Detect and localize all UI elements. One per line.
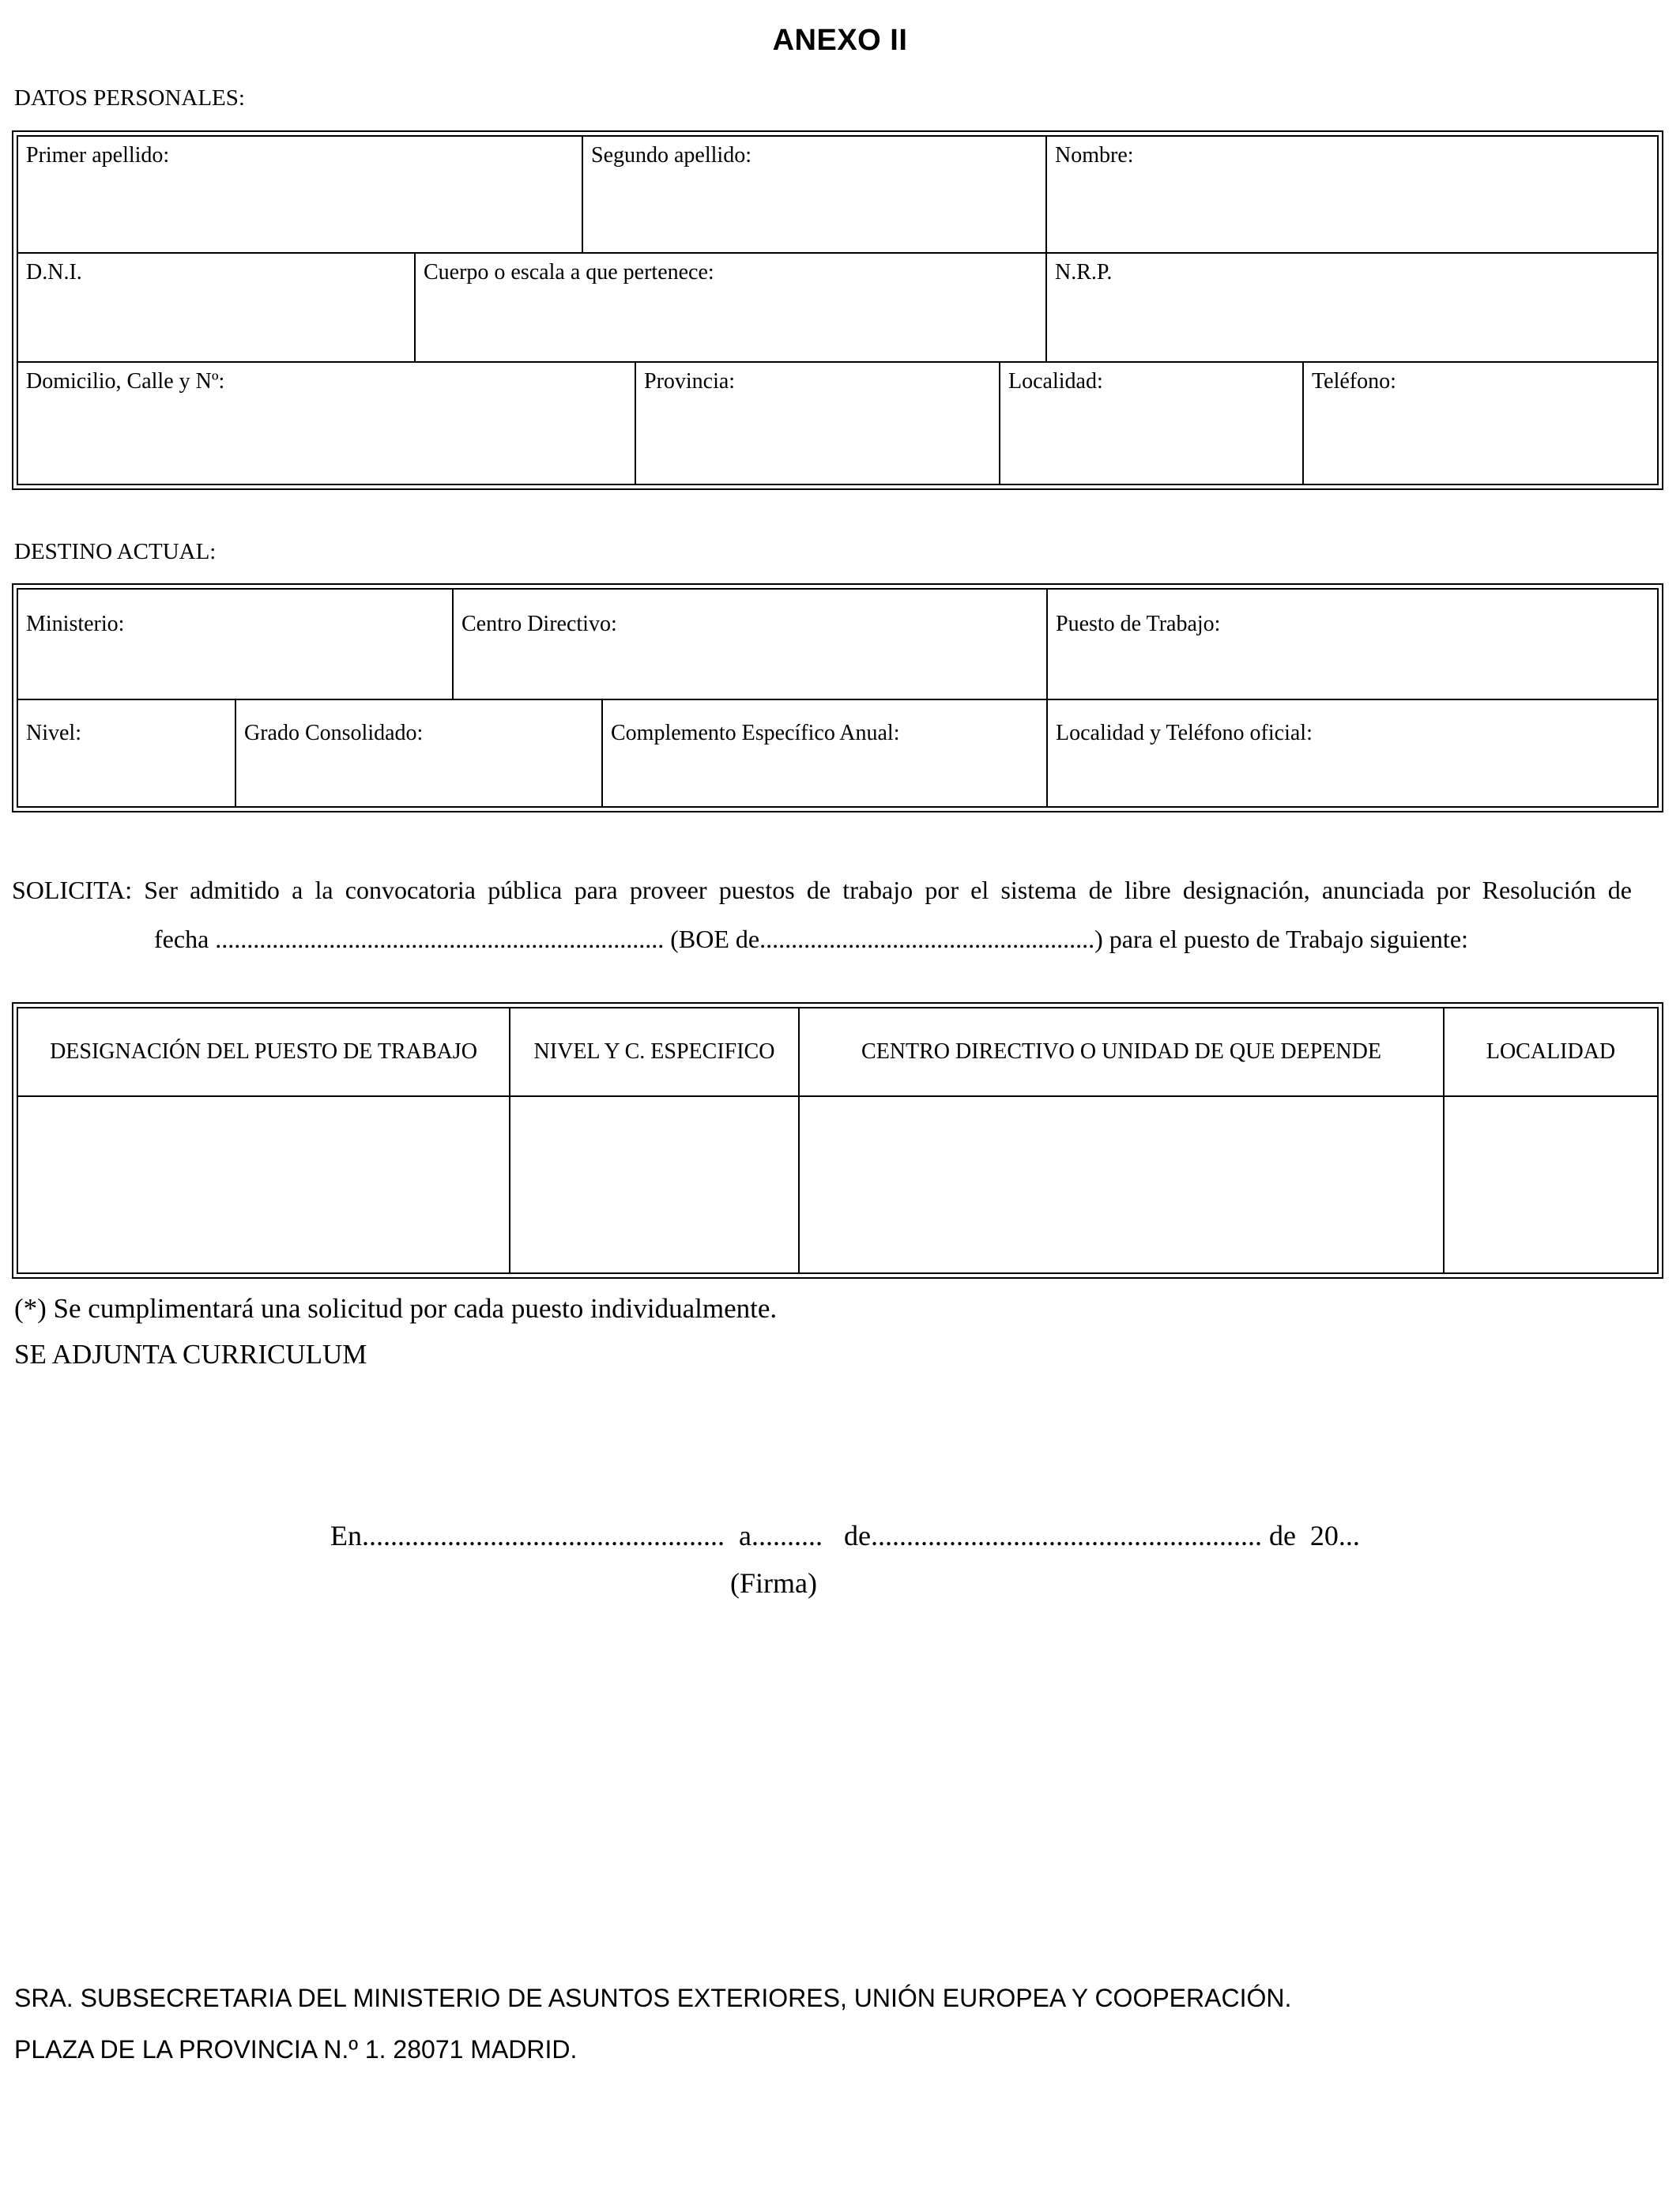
datos-row-2 bbox=[18, 254, 1657, 361]
field-label: Teléfono: bbox=[1312, 369, 1396, 394]
field-primer-apellido[interactable] bbox=[18, 137, 583, 252]
firma-label: (Firma) bbox=[730, 1567, 817, 1599]
date-line[interactable]: En................................................... a.......... de....................................................... de 20... bbox=[330, 1520, 1360, 1551]
field-segundo-apellido[interactable] bbox=[583, 137, 1047, 252]
datos-row-3 bbox=[18, 363, 1657, 484]
field-nombre[interactable] bbox=[1047, 137, 1657, 252]
field-nivel[interactable] bbox=[18, 700, 236, 806]
address-street: PLAZA DE LA PROVINCIA N.º 1. 28071 MADRID. bbox=[14, 2035, 578, 2064]
destino-actual-form bbox=[12, 583, 1663, 812]
input-localidad[interactable] bbox=[1445, 1095, 1657, 1272]
field-label: Segundo apellido: bbox=[591, 143, 751, 168]
field-label: Domicilio, Calle y Nº: bbox=[26, 369, 225, 394]
field-label: Cuerpo o escala a que pertenece: bbox=[424, 260, 714, 285]
field-cuerpo-escala[interactable] bbox=[416, 254, 1047, 361]
header-centro-directivo: CENTRO DIRECTIVO O UNIDAD DE QUE DEPENDE bbox=[800, 1008, 1445, 1095]
field-label: Nivel: bbox=[26, 721, 81, 745]
input-nivel-especifico[interactable] bbox=[510, 1095, 800, 1272]
solicita-fecha-line: fecha ....................................................................... (BOE de.....................................................) para el puesto de Trabajo siguiente: bbox=[154, 925, 1468, 953]
field-label: Ministerio: bbox=[26, 612, 125, 636]
header-designacion: DESIGNACIÓN DEL PUESTO DE TRABAJO bbox=[18, 1008, 510, 1095]
input-centro-directivo[interactable] bbox=[800, 1095, 1445, 1272]
section-heading-datos-personales: DATOS PERSONALES: bbox=[14, 85, 245, 111]
field-label: Grado Consolidado: bbox=[244, 721, 424, 745]
field-label: Localidad: bbox=[1008, 369, 1103, 394]
field-label: Puesto de Trabajo: bbox=[1056, 612, 1221, 636]
note-individual: (*) Se cumplimentará una solicitud por cada puesto individualmente. bbox=[14, 1293, 778, 1324]
input-designacion[interactable] bbox=[18, 1095, 510, 1272]
header-nivel-especifico: NIVEL Y C. ESPECIFICO bbox=[510, 1008, 800, 1095]
field-label: Primer apellido: bbox=[26, 143, 170, 168]
field-complemento-especifico[interactable] bbox=[603, 700, 1048, 806]
field-label: Complemento Específico Anual: bbox=[611, 721, 900, 745]
puesto-table-header bbox=[18, 1008, 1657, 1097]
solicita-text: SOLICITA: Ser admitido a la convocatoria pública para proveer puestos de trabajo por el sistema de libre designación, anunciada por Resolución de bbox=[12, 876, 1632, 904]
field-label: Provincia: bbox=[644, 369, 736, 394]
field-label: D.N.I. bbox=[26, 260, 82, 285]
header-localidad: LOCALIDAD bbox=[1486, 1039, 1616, 1064]
puesto-table-row bbox=[18, 1095, 1657, 1272]
field-nrp[interactable] bbox=[1047, 254, 1657, 361]
field-dni[interactable] bbox=[18, 254, 416, 361]
field-puesto-trabajo[interactable] bbox=[1048, 590, 1657, 699]
document-title: ANEXO II bbox=[772, 24, 908, 57]
address-recipient: SRA. SUBSECRETARIA DEL MINISTERIO DE ASUNTOS EXTERIORES, UNIÓN EUROPEA Y COOPERACIÓN. bbox=[14, 1984, 1292, 2012]
puesto-table bbox=[12, 1002, 1663, 1279]
field-label: Centro Directivo: bbox=[461, 612, 617, 636]
datos-personales-form bbox=[12, 130, 1663, 490]
field-provincia[interactable] bbox=[636, 363, 1000, 484]
destino-row-1 bbox=[18, 590, 1657, 699]
field-telefono[interactable] bbox=[1304, 363, 1657, 484]
field-label: Nombre: bbox=[1055, 143, 1134, 168]
field-ministerio[interactable] bbox=[18, 590, 454, 699]
field-centro-directivo[interactable] bbox=[454, 590, 1048, 699]
field-domicilio[interactable] bbox=[18, 363, 636, 484]
field-label: Localidad y Teléfono oficial: bbox=[1056, 721, 1313, 745]
note-curriculum: SE ADJUNTA CURRICULUM bbox=[14, 1339, 367, 1370]
field-label: N.R.P. bbox=[1055, 260, 1113, 285]
destino-row-2 bbox=[18, 700, 1657, 806]
field-localidad[interactable] bbox=[1000, 363, 1304, 484]
datos-row-1 bbox=[18, 137, 1657, 252]
field-grado-consolidado[interactable] bbox=[236, 700, 603, 806]
section-heading-destino-actual: DESTINO ACTUAL: bbox=[14, 539, 217, 564]
field-localidad-telefono-oficial[interactable] bbox=[1048, 700, 1657, 806]
